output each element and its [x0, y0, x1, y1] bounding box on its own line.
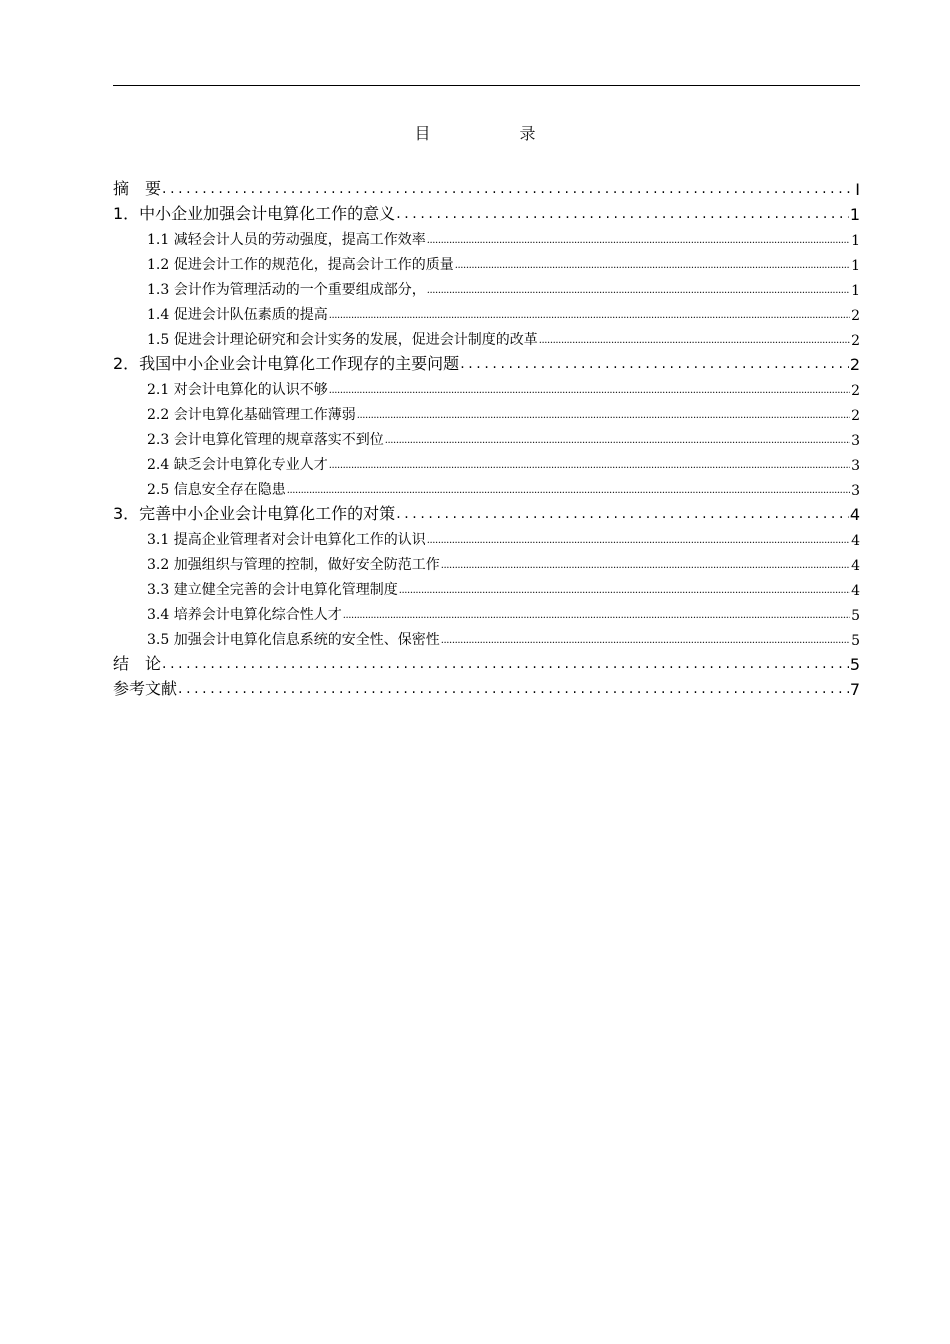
toc-entry-page: 5 [849, 655, 860, 674]
toc-entry-text: 3.2 加强组织与管理的控制，做好安全防范工作 [147, 557, 440, 573]
dot-leader [162, 182, 854, 199]
toc-entry-text: 1.5 促进会计理论研究和会计实务的发展，促进会计制度的改革 [147, 332, 538, 348]
toc-entry[interactable] [113, 499, 860, 524]
dot-leader [427, 236, 850, 249]
toc-subentry[interactable] [147, 449, 860, 474]
toc-entry-page: 5 [851, 608, 860, 624]
dot-leader [343, 611, 850, 624]
toc-entry-text: 1.2 促进会计工作的规范化，提高会计工作的质量 [147, 257, 454, 273]
toc-subentry[interactable] [147, 274, 860, 299]
toc-subentry[interactable] [147, 474, 860, 499]
dot-leader [427, 536, 850, 549]
toc-entry-text: 1．中小企业加强会计电算化工作的意义 [113, 204, 396, 223]
dot-leader [287, 486, 850, 499]
dot-leader [399, 586, 850, 599]
dot-leader [162, 657, 849, 674]
toc-entry-page: 3 [851, 483, 860, 499]
table-of-contents [113, 174, 860, 699]
toc-entry-text: 2.4 缺乏会计电算化专业人才 [147, 457, 328, 473]
toc-entry-page: 7 [849, 680, 860, 699]
toc-entry-page: I [855, 180, 860, 199]
toc-subentry[interactable] [147, 549, 860, 574]
dot-leader [357, 411, 850, 424]
dot-leader [427, 286, 850, 299]
toc-entry-text: 参考文献 [113, 679, 178, 698]
dot-leader [455, 261, 850, 274]
dot-leader [329, 311, 850, 324]
toc-subentry[interactable] [147, 299, 860, 324]
toc-subentry[interactable] [147, 399, 860, 424]
toc-subentry[interactable] [147, 524, 860, 549]
toc-entry-page: 1 [851, 233, 860, 249]
toc-entry-page: 3 [851, 433, 860, 449]
toc-entry-text: 1.4 促进会计队伍素质的提高 [147, 307, 328, 323]
toc-entry-text: 3.1 提高企业管理者对会计电算化工作的认识 [147, 532, 426, 548]
toc-entry-text: 2.2 会计电算化基础管理工作薄弱 [147, 407, 356, 423]
dot-leader [385, 436, 850, 449]
toc-subentry[interactable] [147, 599, 860, 624]
dot-leader [539, 336, 850, 349]
dot-leader [329, 386, 850, 399]
toc-entry-text: 2.5 信息安全存在隐患 [147, 482, 286, 498]
toc-entry-text: 1.1 减轻会计人员的劳动强度，提高工作效率 [147, 232, 426, 248]
dot-leader [178, 682, 849, 699]
toc-entry-text: 3.3 建立健全完善的会计电算化管理制度 [147, 582, 398, 598]
dot-leader [396, 507, 849, 524]
toc-subentry[interactable] [147, 224, 860, 249]
toc-entry-text: 2.1 对会计电算化的认识不够 [147, 382, 328, 398]
header-rule [113, 85, 860, 86]
toc-entry-page: 1 [851, 258, 860, 274]
toc-entry-page: 1 [849, 205, 860, 224]
toc-entry-page: 2 [851, 308, 860, 324]
toc-entry[interactable] [113, 349, 860, 374]
toc-entry-page: 4 [851, 583, 860, 599]
dot-leader [441, 561, 850, 574]
toc-entry-page: 2 [851, 333, 860, 349]
toc-entry[interactable] [113, 674, 860, 699]
toc-entry-page: 4 [851, 558, 860, 574]
toc-subentry[interactable] [147, 424, 860, 449]
toc-entry-page: 2 [849, 355, 860, 374]
dot-leader [460, 357, 849, 374]
toc-entry-text: 3.4 培养会计电算化综合性人才 [147, 607, 342, 623]
toc-subentry[interactable] [147, 324, 860, 349]
toc-subentry[interactable] [147, 374, 860, 399]
dot-leader [441, 636, 850, 649]
toc-entry-text: 2.3 会计电算化管理的规章落实不到位 [147, 432, 384, 448]
toc-subentry[interactable] [147, 574, 860, 599]
toc-title: 目 录 [414, 124, 578, 143]
toc-subentry[interactable] [147, 624, 860, 649]
toc-entry-text: 1.3 会计作为管理活动的一个重要组成部分， [147, 282, 426, 298]
toc-entry-page: 4 [849, 505, 860, 524]
toc-entry-text: 摘 要 [113, 179, 162, 198]
toc-entry[interactable] [113, 649, 860, 674]
toc-entry-page: 3 [851, 458, 860, 474]
toc-entry-text: 2．我国中小企业会计电算化工作现存的主要问题 [113, 354, 460, 373]
toc-entry-page: 1 [851, 283, 860, 299]
dot-leader [329, 461, 850, 474]
toc-entry-page: 4 [851, 533, 860, 549]
toc-entry-text: 结 论 [113, 654, 162, 673]
dot-leader [396, 207, 849, 224]
toc-entry-page: 2 [851, 383, 860, 399]
toc-entry-text: 3.5 加强会计电算化信息系统的安全性、保密性 [147, 632, 440, 648]
toc-entry-page: 5 [851, 633, 860, 649]
toc-entry[interactable] [113, 174, 860, 199]
toc-entry[interactable] [113, 199, 860, 224]
toc-subentry[interactable] [147, 249, 860, 274]
toc-entry-text: 3．完善中小企业会计电算化工作的对策 [113, 504, 396, 523]
toc-entry-page: 2 [851, 408, 860, 424]
